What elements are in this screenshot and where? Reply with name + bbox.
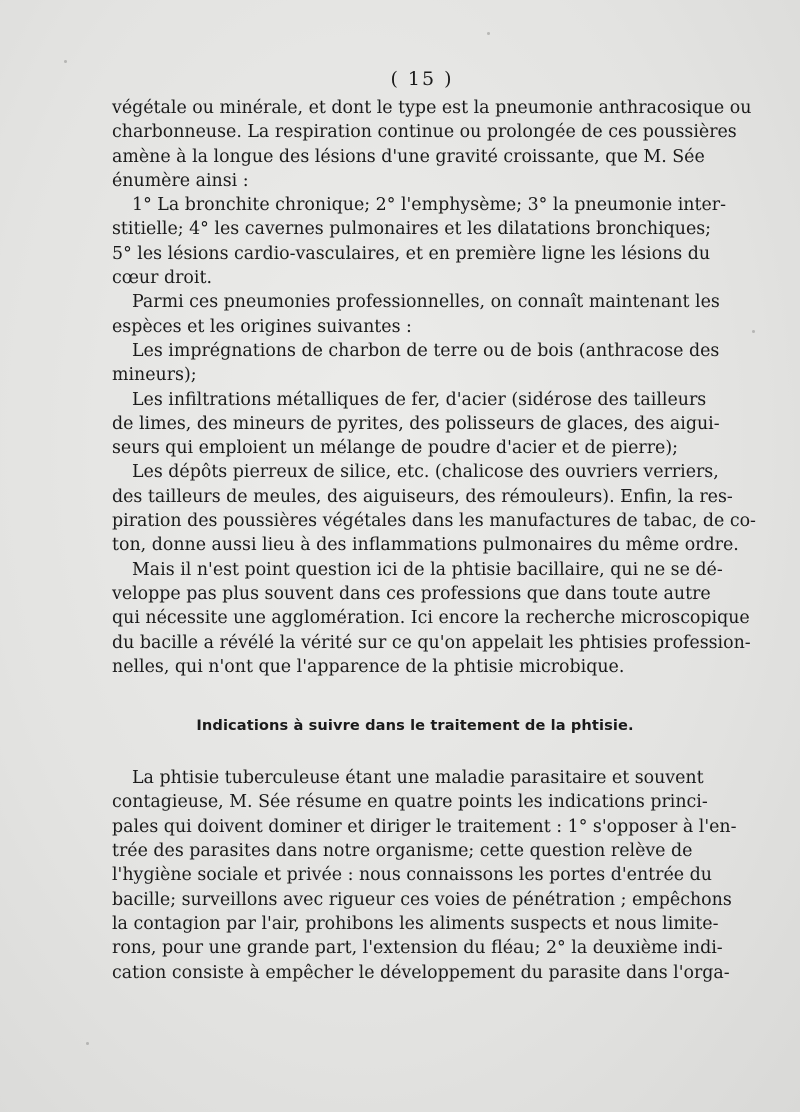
body-text-top xyxy=(112,96,756,679)
paragraph xyxy=(112,460,756,557)
text-line: rons, pour une grande part, l'extension du fléau; 2° la deuxième indi- xyxy=(112,938,723,959)
paragraph xyxy=(112,290,720,339)
text-line: Parmi ces pneumonies professionnelles, on connaît maintenant les xyxy=(132,292,720,313)
paragraph xyxy=(112,96,752,193)
text-line: des tailleurs de meules, des aiguiseurs, des rémouleurs). Enfin, la res- xyxy=(112,486,733,507)
text-line: de limes, des mineurs de pyrites, des polisseurs de glaces, des aigui- xyxy=(112,413,720,434)
text-line: Les imprégnations de charbon de terre ou de bois (anthracose des xyxy=(132,340,720,361)
paper-speck xyxy=(64,60,67,63)
paragraph xyxy=(112,558,751,679)
text-line: 1° La bronchite chronique; 2° l'emphysème; 3° la pneumonie inter- xyxy=(132,195,726,216)
text-line: La phtisie tuberculeuse étant une maladie parasitaire et souvent xyxy=(132,768,704,789)
text-line: seurs qui emploient un mélange de poudre d'acier et de pierre); xyxy=(112,438,678,459)
text-line: Les infiltrations métalliques de fer, d'acier (sidérose des tailleurs xyxy=(132,389,707,410)
text-line: 5° les lésions cardio-vasculaires, et en première ligne les lésions du xyxy=(112,243,711,264)
text-line: énumère ainsi : xyxy=(112,170,249,191)
text-block xyxy=(112,62,756,985)
text-line: charbonneuse. La respiration continue ou prolongée de ces poussières xyxy=(112,122,737,143)
text-line: espèces et les origines suivantes : xyxy=(112,316,412,337)
text-line: veloppe pas plus souvent dans ces professions que dans toute autre xyxy=(112,583,711,604)
text-line: Mais il n'est point question ici de la phtisie bacillaire, qui ne se dé- xyxy=(132,559,723,580)
text-line: cation consiste à empêcher le développement du parasite dans l'orga- xyxy=(112,962,730,983)
text-line: l'hygiène sociale et privée : nous connaissons les portes d'entrée du xyxy=(112,865,712,886)
paragraph xyxy=(112,193,726,290)
text-line: piration des poussières végétales dans les manufactures de tabac, de co- xyxy=(112,511,756,532)
text-line: Les dépôts pierreux de silice, etc. (chalicose des ouvriers verriers, xyxy=(132,462,719,483)
paper-speck xyxy=(752,330,755,333)
text-line: végétale ou minérale, et dont le type est la pneumonie anthracosique ou xyxy=(112,98,752,118)
page-number: ( 15 ) xyxy=(390,68,454,90)
section-title: Indications à suivre dans le traitement de la phtisie. xyxy=(196,717,634,735)
text-line: amène à la longue des lésions d'une gravité croissante, que M. Sée xyxy=(112,146,705,167)
text-line: du bacille a révélé la vérité sur ce qu'on appelait les phtisies profession- xyxy=(112,632,751,653)
paragraph xyxy=(112,388,720,461)
body-text-bottom xyxy=(112,766,737,985)
text-line: nelles, qui n'ont que l'apparence de la phtisie microbique. xyxy=(112,656,625,677)
text-line: stitielle; 4° les cavernes pulmonaires et les dilatations bronchiques; xyxy=(112,219,712,240)
text-line: ton, donne aussi lieu à des inflammations pulmonaires du même ordre. xyxy=(112,535,739,556)
text-line: contagieuse, M. Sée résume en quatre points les indications princi- xyxy=(112,792,708,813)
text-line: trée des parasites dans notre organisme; cette question relève de xyxy=(112,841,693,862)
paragraph xyxy=(112,339,720,388)
text-line: bacille; surveillons avec rigueur ces voies de pénétration ; empêchons xyxy=(112,889,732,910)
text-line: la contagion par l'air, prohibons les aliments suspects et nous limite- xyxy=(112,913,719,934)
paper-speck xyxy=(86,1042,89,1045)
text-line: cœur droit. xyxy=(112,268,212,289)
text-line: qui nécessite une agglomération. Ici encore la recherche microscopique xyxy=(112,608,750,629)
paper-speck xyxy=(487,32,490,35)
text-line: mineurs); xyxy=(112,365,197,386)
paragraph xyxy=(112,766,737,985)
text-line: pales qui doivent dominer et diriger le traitement : 1° s'opposer à l'en- xyxy=(112,816,737,837)
